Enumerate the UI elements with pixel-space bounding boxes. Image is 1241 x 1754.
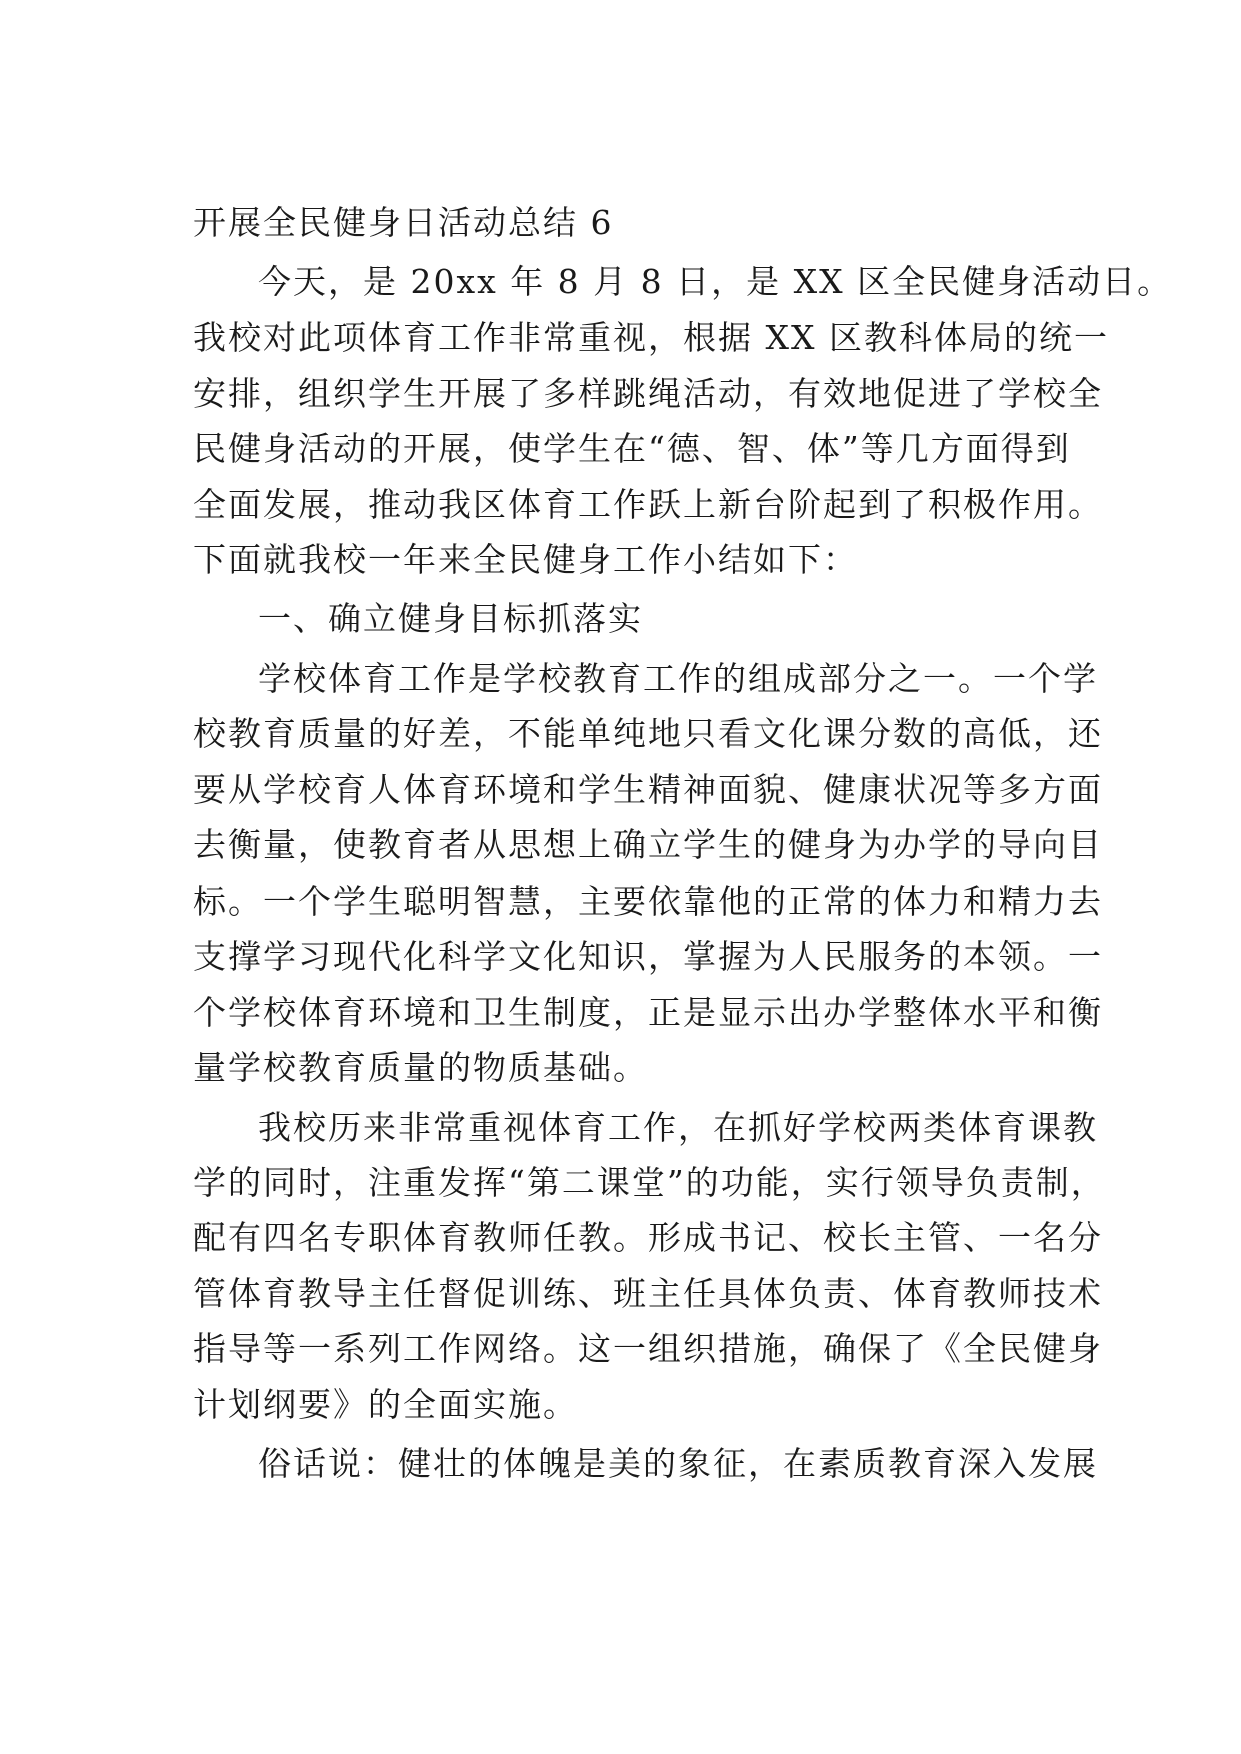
paragraph-line: 今天，是 20xx 年 8 月 8 日，是 XX 区全民健身活动日。 — [258, 262, 1173, 301]
paragraph-line: 支撑学习现代化科学文化知识，掌握为人民服务的本领。一 — [193, 937, 1103, 976]
paragraph-line: 个学校体育环境和卫生制度，正是显示出办学整体水平和衡 — [193, 993, 1103, 1032]
paragraph-line: 俗话说：健壮的体魄是美的象征，在素质教育深入发展 — [258, 1444, 1098, 1483]
section-heading: 一、确立健身目标抓落实 — [258, 599, 643, 638]
paragraph-line: 计划纲要》的全面实施。 — [193, 1385, 578, 1424]
paragraph-line: 校教育质量的好差，不能单纯地只看文化课分数的高低，还 — [193, 714, 1103, 753]
paragraph-line: 下面就我校一年来全民健身工作小结如下： — [193, 540, 858, 579]
paragraph-line: 量学校教育质量的物质基础。 — [193, 1048, 648, 1087]
paragraph-line: 配有四名专职体育教师任教。形成书记、校长主管、一名分 — [193, 1218, 1103, 1257]
paragraph-line: 管体育教导主任督促训练、班主任具体负责、体育教师技术 — [193, 1274, 1103, 1313]
paragraph-line: 民健身活动的开展，使学生在“德、智、体”等几方面得到 — [193, 429, 1071, 468]
document-title: 开展全民健身日活动总结 6 — [193, 203, 614, 242]
paragraph-line: 学校体育工作是学校教育工作的组成部分之一。一个学 — [258, 659, 1098, 698]
paragraph-line: 学的同时，注重发挥“第二课堂”的功能，实行领导负责制， — [193, 1163, 1106, 1202]
paragraph-line: 去衡量，使教育者从思想上确立学生的健身为办学的导向目 — [193, 825, 1103, 864]
paragraph-line: 标。一个学生聪明智慧，主要依靠他的正常的体力和精力去 — [193, 882, 1103, 921]
paragraph-line: 安排，组织学生开展了多样跳绳活动，有效地促进了学校全 — [193, 374, 1103, 413]
paragraph-line: 指导等一系列工作网络。这一组织措施，确保了《全民健身 — [193, 1329, 1103, 1368]
paragraph-line: 全面发展，推动我区体育工作跃上新台阶起到了积极作用。 — [193, 485, 1103, 524]
paragraph-line: 我校对此项体育工作非常重视，根据 XX 区教科体局的统一 — [193, 318, 1109, 357]
paragraph-line: 我校历来非常重视体育工作，在抓好学校两类体育课教 — [258, 1108, 1098, 1147]
paragraph-line: 要从学校育人体育环境和学生精神面貌、健康状况等多方面 — [193, 770, 1103, 809]
